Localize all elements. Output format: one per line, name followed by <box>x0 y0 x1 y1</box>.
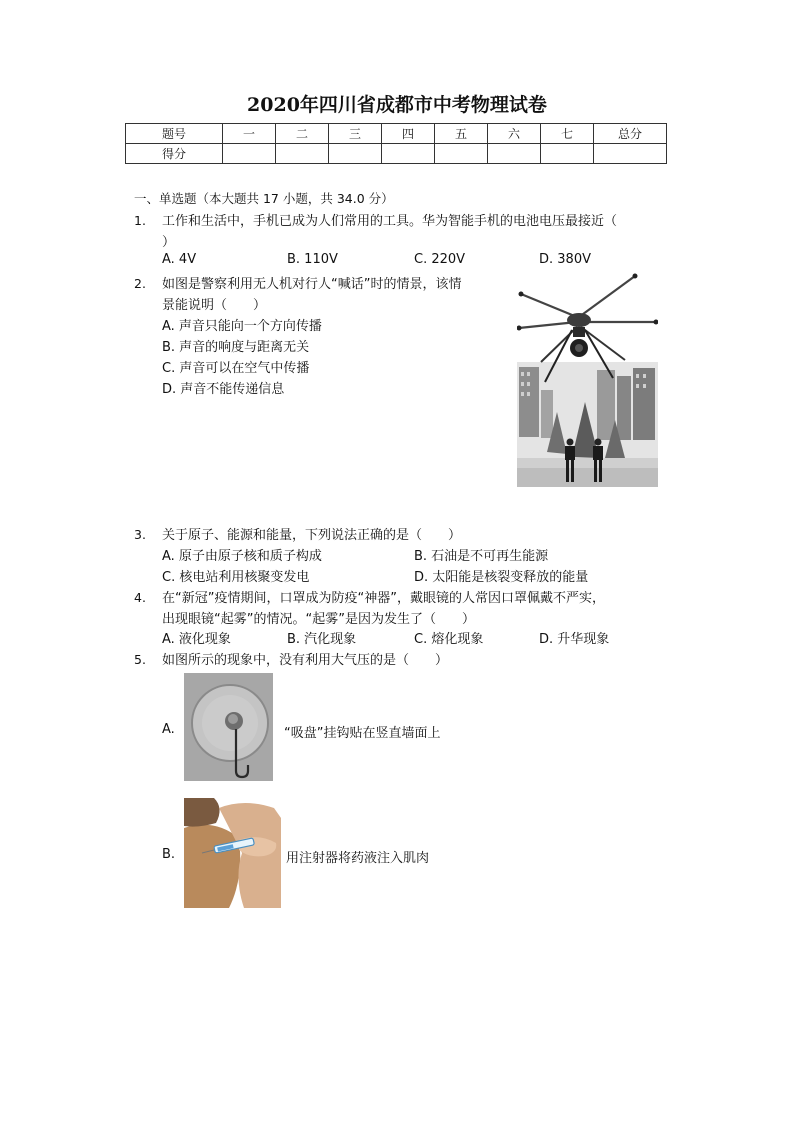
option-b-letter: B. <box>162 847 176 862</box>
option-d: D. 声音不能传递信息 <box>162 382 285 397</box>
option-a: A. 液化现象 <box>162 632 231 647</box>
option-a: A. 原子由原子核和质子构成 <box>162 549 322 564</box>
score-cell <box>223 144 276 164</box>
score-cell <box>488 144 541 164</box>
syringe-injection-photo <box>184 798 281 908</box>
option-b: B. 声音的响度与距离无关 <box>162 340 310 355</box>
option-b: B. 110V <box>287 252 338 267</box>
option-a: A. 4V <box>162 252 197 267</box>
score-header-cell: 三 <box>329 124 382 144</box>
question-number: 2. <box>134 276 146 291</box>
question-number: 3. <box>134 527 146 542</box>
option-c: C. 熔化现象 <box>414 632 484 647</box>
page-title: 2020年四川省成都市中考物理试卷 <box>247 94 547 116</box>
score-cell <box>382 144 435 164</box>
option-d: D. 380V <box>539 252 591 267</box>
section-heading: 一、单选题（本大题共 17 小题，共 34.0 分） <box>134 191 394 206</box>
option-b: B. 石油是不可再生能源 <box>414 549 549 564</box>
option-d: D. 太阳能是核裂变释放的能量 <box>414 570 589 585</box>
option-a: A. 声音只能向一个方向传播 <box>162 319 322 334</box>
question-number: 1. <box>134 213 146 228</box>
question-number: 4. <box>134 590 146 605</box>
question-stem: 如图所示的现象中，没有利用大气压的是（ ） <box>162 653 449 668</box>
option-d: D. 升华现象 <box>539 632 610 647</box>
score-header-cell: 一 <box>223 124 276 144</box>
option-b-text: 用注射器将药液注入肌肉 <box>286 851 430 866</box>
question-stem: 工作和生活中，手机已成为人们常用的工具。华为智能手机的电池电压最接近（ <box>162 214 618 229</box>
score-header-cell: 总分 <box>594 124 667 144</box>
option-c: C. 220V <box>414 252 466 267</box>
option-c: C. 声音可以在空气中传播 <box>162 361 310 376</box>
score-cell <box>435 144 488 164</box>
score-table <box>125 123 667 164</box>
score-cell <box>594 144 667 164</box>
score-table-header-row <box>126 124 667 144</box>
score-header-cell: 六 <box>488 124 541 144</box>
drone-police-photo <box>517 272 658 487</box>
option-a-text: “吸盘”挂钩贴在竖直墙面上 <box>284 726 441 741</box>
option-a-letter: A. <box>162 722 175 737</box>
score-row-label: 得分 <box>126 144 223 164</box>
score-table-row <box>126 144 667 164</box>
score-header-cell: 五 <box>435 124 488 144</box>
option-c: C. 核电站利用核聚变发电 <box>162 570 310 585</box>
question-stem-cont: 出现眼镜“起雾”的情况。“起雾”是因为发生了（ ） <box>162 612 475 627</box>
question-stem: 在“新冠”疫情期间，口罩成为防疫“神器”，戴眼镜的人常因口罩佩戴不严实， <box>162 591 605 606</box>
score-header-cell: 题号 <box>126 124 223 144</box>
question-number: 5. <box>134 652 146 667</box>
score-cell <box>541 144 594 164</box>
score-header-cell: 七 <box>541 124 594 144</box>
option-b: B. 汽化现象 <box>287 632 357 647</box>
score-header-cell: 四 <box>382 124 435 144</box>
question-stem-cont: ） <box>162 235 176 250</box>
score-header-cell: 二 <box>276 124 329 144</box>
suction-cup-hook-photo <box>184 673 273 781</box>
score-cell <box>329 144 382 164</box>
score-cell <box>276 144 329 164</box>
question-stem: 关于原子、能源和能量，下列说法正确的是（ ） <box>162 528 462 543</box>
question-stem: 如图是警察利用无人机对行人“喊话”时的情景，该情 <box>162 277 462 292</box>
question-stem-cont: 景能说明（ ） <box>162 298 267 313</box>
